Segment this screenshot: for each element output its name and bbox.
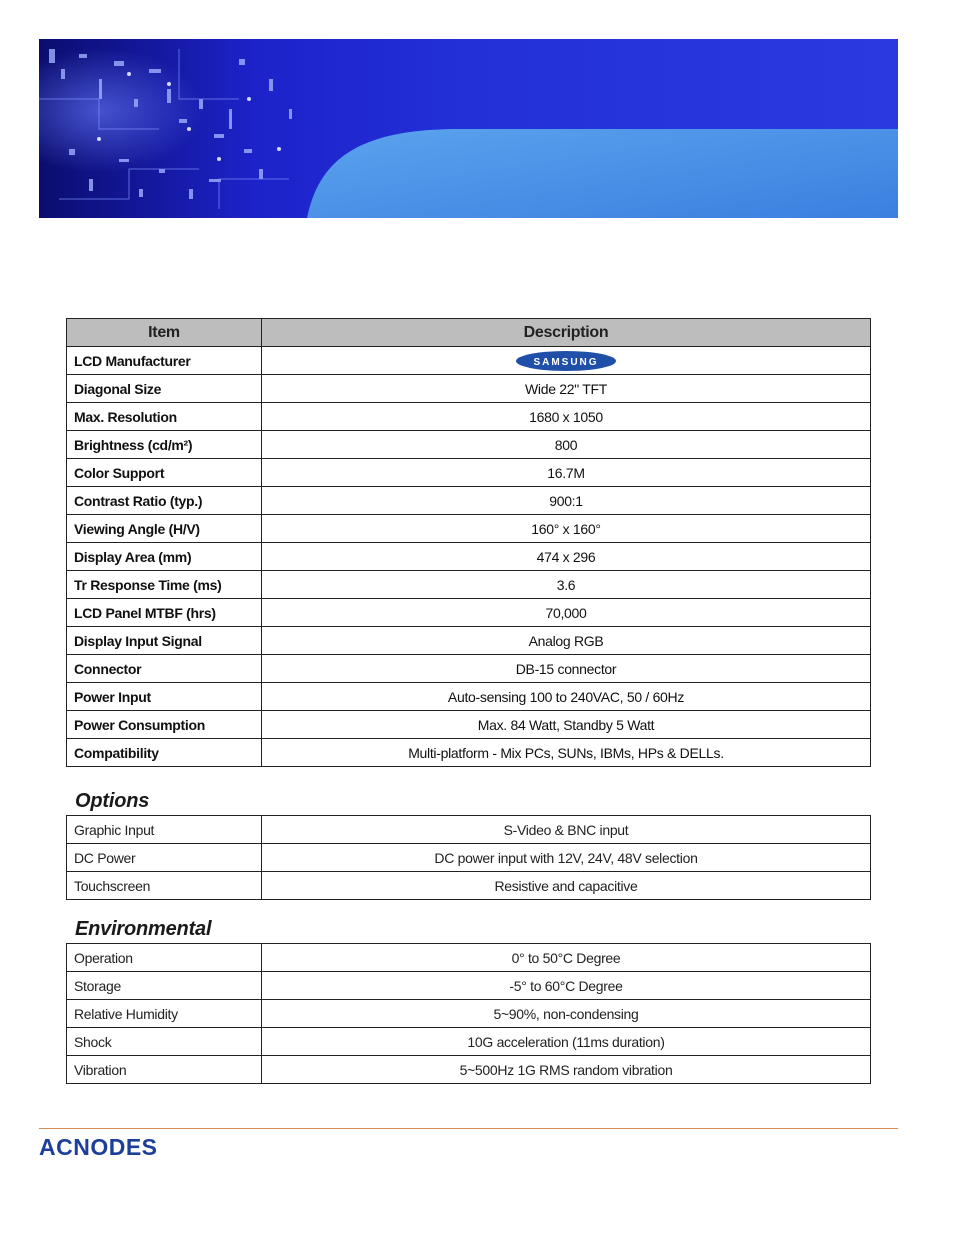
row-description: 160° x 160° <box>262 515 871 543</box>
row-item: Power Consumption <box>67 711 262 739</box>
table-row <box>67 739 871 767</box>
table-row <box>67 655 871 683</box>
table-row <box>67 347 871 375</box>
table-header-row <box>67 319 871 347</box>
table-row <box>67 1028 871 1056</box>
row-item: Graphic Input <box>67 816 262 844</box>
table-row <box>67 627 871 655</box>
row-description: DB-15 connector <box>262 655 871 683</box>
acnodes-logo-graphic <box>39 1134 199 1160</box>
row-description: 16.7M <box>262 459 871 487</box>
row-item: Power Input <box>67 683 262 711</box>
row-item: Diagonal Size <box>67 375 262 403</box>
row-item: DC Power <box>67 844 262 872</box>
table-row <box>67 515 871 543</box>
row-item: Compatibility <box>67 739 262 767</box>
row-item: Brightness (cd/m²) <box>67 431 262 459</box>
row-item: Color Support <box>67 459 262 487</box>
row-description: -5° to 60°C Degree <box>262 972 871 1000</box>
row-description: 900:1 <box>262 487 871 515</box>
table-row <box>67 543 871 571</box>
row-description: 5~500Hz 1G RMS random vibration <box>262 1056 871 1084</box>
row-description: 10G acceleration (11ms duration) <box>262 1028 871 1056</box>
row-description: DC power input with 12V, 24V, 48V selection <box>262 844 871 872</box>
row-item: Tr Response Time (ms) <box>67 571 262 599</box>
row-item: Contrast Ratio (typ.) <box>67 487 262 515</box>
row-description <box>262 347 871 375</box>
item-column-header: Item <box>67 319 262 347</box>
row-description: Analog RGB <box>262 627 871 655</box>
table-row <box>67 816 871 844</box>
environmental-section-title: Environmental <box>75 918 212 940</box>
table-row <box>67 1000 871 1028</box>
table-row <box>67 375 871 403</box>
table-row <box>67 972 871 1000</box>
row-description: Resistive and capacitive <box>262 872 871 900</box>
row-item: Storage <box>67 972 262 1000</box>
row-description: Wide 22" TFT <box>262 375 871 403</box>
row-description: Auto-sensing 100 to 240VAC, 50 / 60Hz <box>262 683 871 711</box>
table-row <box>67 431 871 459</box>
table-row <box>67 571 871 599</box>
specifications-table <box>66 318 871 767</box>
row-description: 70,000 <box>262 599 871 627</box>
row-item: Viewing Angle (H/V) <box>67 515 262 543</box>
row-description: 5~90%, non-condensing <box>262 1000 871 1028</box>
row-description: 3.6 <box>262 571 871 599</box>
table-row <box>67 944 871 972</box>
table-row <box>67 403 871 431</box>
circuit-board-banner-graphic <box>39 39 898 218</box>
row-item: Touchscreen <box>67 872 262 900</box>
table-row <box>67 872 871 900</box>
row-description: 1680 x 1050 <box>262 403 871 431</box>
row-description: S-Video & BNC input <box>262 816 871 844</box>
header-banner <box>39 39 898 218</box>
samsung-logo <box>514 347 618 374</box>
row-item: Max. Resolution <box>67 403 262 431</box>
row-item: Relative Humidity <box>67 1000 262 1028</box>
table-row <box>67 711 871 739</box>
row-item: Display Input Signal <box>67 627 262 655</box>
description-column-header: Description <box>262 319 871 347</box>
table-row <box>67 599 871 627</box>
row-description: Multi-platform - Mix PCs, SUNs, IBMs, HPs & DELLs. <box>262 739 871 767</box>
row-description: 800 <box>262 431 871 459</box>
svg-text:ACNODES: ACNODES <box>39 1134 158 1160</box>
row-item: Display Area (mm) <box>67 543 262 571</box>
row-description: Max. 84 Watt, Standby 5 Watt <box>262 711 871 739</box>
table-row <box>67 844 871 872</box>
table-row <box>67 487 871 515</box>
options-section-title: Options <box>75 790 150 812</box>
row-description: 474 x 296 <box>262 543 871 571</box>
row-item: Operation <box>67 944 262 972</box>
row-item: Connector <box>67 655 262 683</box>
row-item: LCD Panel MTBF (hrs) <box>67 599 262 627</box>
acnodes-logo <box>39 1134 199 1165</box>
table-row <box>67 1056 871 1084</box>
table-row <box>67 683 871 711</box>
environmental-table <box>66 943 871 1084</box>
footer-divider <box>39 1128 898 1129</box>
row-item: Vibration <box>67 1056 262 1084</box>
row-item: Shock <box>67 1028 262 1056</box>
options-table <box>66 815 871 900</box>
row-item: LCD Manufacturer <box>67 347 262 375</box>
svg-text:SAMSUNG: SAMSUNG <box>533 357 599 368</box>
table-row <box>67 459 871 487</box>
row-description: 0° to 50°C Degree <box>262 944 871 972</box>
